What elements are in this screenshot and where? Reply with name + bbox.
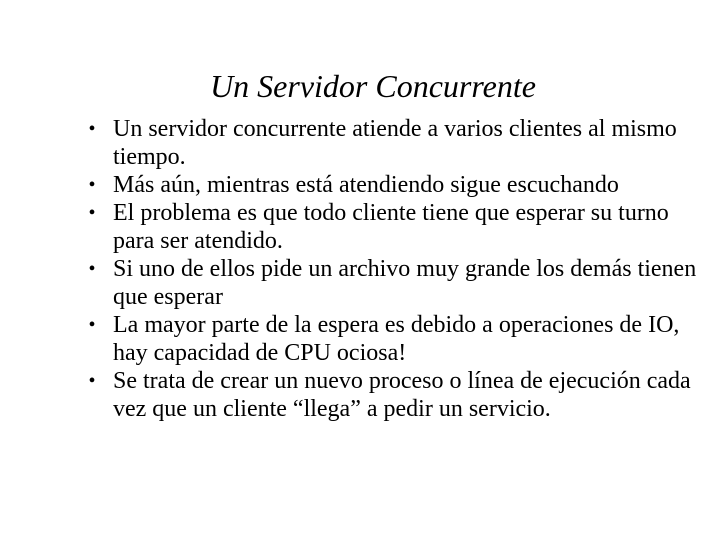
bullet-icon: •	[88, 118, 96, 140]
bullet-item	[82, 367, 707, 423]
bullet-icon: •	[88, 202, 96, 224]
bullet-text: El problema es que todo cliente tiene que esperar su turno para ser atendido.	[113, 200, 669, 254]
bullet-text: Un servidor concurrente atiende a varios clientes al mismo tiempo.	[113, 116, 677, 170]
bullet-text: Si uno de ellos pide un archivo muy grande los demás tienen que esperar	[113, 256, 697, 310]
bullet-icon: •	[88, 174, 96, 196]
bullet-item	[82, 255, 707, 311]
bullet-text: Más aún, mientras está atendiendo sigue escuchando	[113, 172, 619, 198]
bullet-icon: •	[88, 370, 96, 392]
bullet-list	[82, 115, 707, 423]
bullet-item	[82, 311, 707, 367]
bullet-text: Se trata de crear un nuevo proceso o línea de ejecución cada vez que un cliente “llega” a pedir un servicio.	[113, 368, 691, 422]
bullet-item	[82, 171, 707, 199]
bullet-text: La mayor parte de la espera es debido a operaciones de IO, hay capacidad de CPU ociosa!	[113, 312, 680, 366]
bullet-icon: •	[88, 258, 96, 280]
bullet-item	[82, 115, 707, 171]
bullet-item	[82, 199, 707, 255]
slide-title: Un Servidor Concurrente	[210, 68, 536, 104]
bullet-icon: •	[88, 314, 96, 336]
